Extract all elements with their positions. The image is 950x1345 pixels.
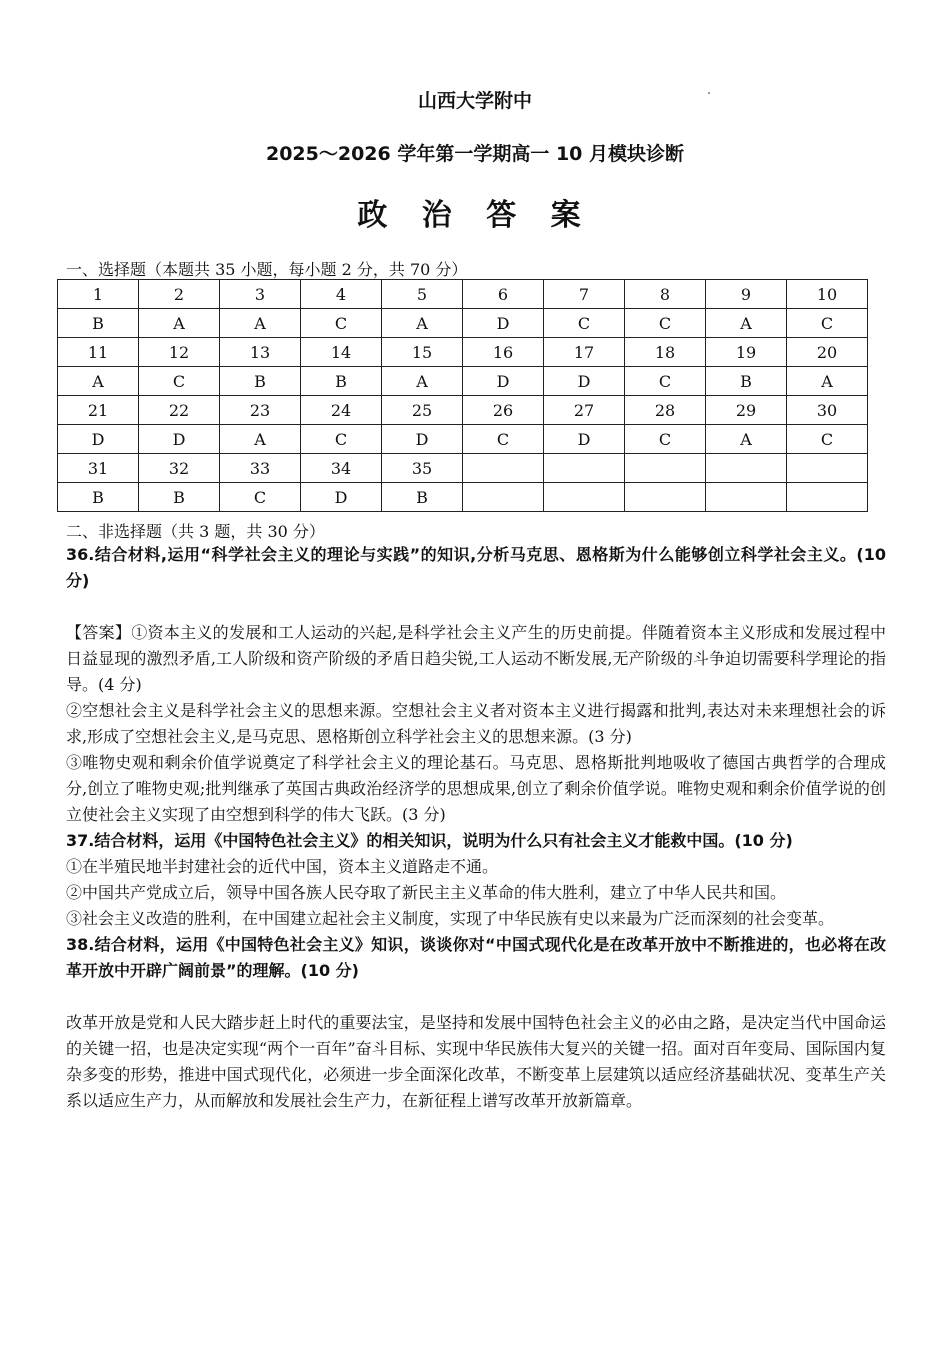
q38-answer: 改革开放是党和人民大踏步赶上时代的重要法宝，是坚持和发展中国特色社会主义的必由之路，是决定当代中国命运的关键一招，也是决定实现“两个一百年”奋斗目标、实现中华民族伟大复兴的关键一招。面对百年变局、国际国内复杂多变的形势，推进中国式现代化，必须进一步全面深化改革，不断变革上层建筑以适应经济基础状况、变革生产关系以适应生产力，从而解放和发展社会生产力，在新征程上谱写改革开放新篇章。 bbox=[66, 1013, 886, 1110]
question-number-cell: 2 bbox=[139, 280, 220, 309]
question-number-cell: 18 bbox=[625, 338, 706, 367]
answer-table bbox=[57, 279, 868, 512]
answer-letter-cell: A bbox=[139, 309, 220, 338]
answer-letter-cell: C bbox=[544, 309, 625, 338]
q36-answer-2: ②空想社会主义是科学社会主义的思想来源。空想社会主义者对资本主义进行揭露和批判,表达对未来理想社会的诉求,形成了空想社会主义,是马克思、恩格斯创立科学社会主义的思想来源。(3 分) bbox=[66, 701, 886, 746]
answer-letter-cell bbox=[463, 483, 544, 512]
answer-letter-cell bbox=[544, 483, 625, 512]
answer-letter-cell bbox=[625, 483, 706, 512]
answer-letter-cell: C bbox=[625, 367, 706, 396]
question-number-cell: 7 bbox=[544, 280, 625, 309]
answer-letter-cell bbox=[706, 483, 787, 512]
question-number-cell: 35 bbox=[382, 454, 463, 483]
answer-letter-cell: B bbox=[139, 483, 220, 512]
question-number-cell bbox=[625, 454, 706, 483]
question-number-cell: 14 bbox=[301, 338, 382, 367]
question-number-cell: 34 bbox=[301, 454, 382, 483]
question-number-cell: 6 bbox=[463, 280, 544, 309]
answer-letter-cell: A bbox=[382, 367, 463, 396]
question-number-cell: 9 bbox=[706, 280, 787, 309]
answer-letter-cell: D bbox=[301, 483, 382, 512]
answer-letter-row bbox=[58, 309, 868, 338]
subject-title: 政 治 答 案 bbox=[357, 198, 593, 233]
q37-answer-1: ①在半殖民地半封建社会的近代中国，资本主义道路走不通。 bbox=[66, 857, 499, 876]
question-number-cell: 4 bbox=[301, 280, 382, 309]
exam-title: 2025～2026 学年第一学期高一 10 月模块诊断 bbox=[265, 143, 685, 165]
question-number-cell: 11 bbox=[58, 338, 139, 367]
answer-letter-cell: D bbox=[139, 425, 220, 454]
question-number-cell: 29 bbox=[706, 396, 787, 425]
answer-letter-cell bbox=[787, 483, 868, 512]
answer-letter-cell: C bbox=[301, 425, 382, 454]
question-number-row bbox=[58, 396, 868, 425]
question-number-cell: 23 bbox=[220, 396, 301, 425]
section2-title: 二、非选择题（共 3 题，共 30 分） bbox=[66, 522, 325, 541]
question-number-cell: 5 bbox=[382, 280, 463, 309]
answer-letter-cell: D bbox=[463, 309, 544, 338]
question-number-cell: 12 bbox=[139, 338, 220, 367]
answer-letter-cell: C bbox=[787, 425, 868, 454]
answer-letter-cell: B bbox=[220, 367, 301, 396]
question-number-cell: 8 bbox=[625, 280, 706, 309]
answer-letter-cell: C bbox=[625, 425, 706, 454]
question-number-cell: 28 bbox=[625, 396, 706, 425]
question-number-row bbox=[58, 280, 868, 309]
answer-letter-cell: B bbox=[58, 309, 139, 338]
question-number-cell: 19 bbox=[706, 338, 787, 367]
q36-answer-1: 【答案】①资本主义的发展和工人运动的兴起,是科学社会主义产生的历史前提。伴随着资本主义形成和发展过程中日益显现的激烈矛盾,工人阶级和资产阶级的矛盾日趋尖锐,工人运动不断发展,无产阶级的斗争迫切需要科学理论的指导。(4 分) bbox=[66, 623, 886, 694]
question-number-cell: 32 bbox=[139, 454, 220, 483]
answer-letter-cell: D bbox=[58, 425, 139, 454]
answer-letter-cell: C bbox=[139, 367, 220, 396]
question-number-cell: 10 bbox=[787, 280, 868, 309]
answer-letter-cell: B bbox=[706, 367, 787, 396]
question-number-cell: 25 bbox=[382, 396, 463, 425]
answer-letter-cell: A bbox=[382, 309, 463, 338]
q38-question: 38.结合材料，运用《中国特色社会主义》知识，谈谈你对“中国式现代化是在改革开放中不断推进的，也必将在改革开放中开辟广阔前景”的理解。(10 分) bbox=[66, 935, 886, 980]
question-number-row bbox=[58, 338, 868, 367]
question-number-cell: 33 bbox=[220, 454, 301, 483]
answer-letter-cell: B bbox=[58, 483, 139, 512]
school-name: 山西大学附中 bbox=[417, 90, 532, 112]
answer-letter-cell: A bbox=[220, 425, 301, 454]
question-number-cell: 26 bbox=[463, 396, 544, 425]
question-number-cell bbox=[706, 454, 787, 483]
question-number-cell: 24 bbox=[301, 396, 382, 425]
answer-letter-cell: C bbox=[220, 483, 301, 512]
q37-answer-3: ③社会主义改造的胜利，在中国建立起社会主义制度，实现了中华民族有史以来最为广泛而深刻的社会变革。 bbox=[66, 909, 835, 928]
question-number-row bbox=[58, 454, 868, 483]
answer-letter-cell: B bbox=[382, 483, 463, 512]
q36-block bbox=[66, 542, 886, 1114]
answer-letter-row bbox=[58, 425, 868, 454]
question-number-cell: 22 bbox=[139, 396, 220, 425]
question-number-cell bbox=[544, 454, 625, 483]
answer-letter-cell: B bbox=[301, 367, 382, 396]
question-number-cell: 21 bbox=[58, 396, 139, 425]
question-number-cell: 20 bbox=[787, 338, 868, 367]
answer-letter-cell: C bbox=[625, 309, 706, 338]
q36-question: 36.结合材料,运用“科学社会主义的理论与实践”的知识,分析马克思、恩格斯为什么能够创立科学社会主义。(10 分) bbox=[66, 545, 886, 590]
question-number-cell: 30 bbox=[787, 396, 868, 425]
answer-letter-cell: D bbox=[544, 367, 625, 396]
q37-answer-2: ②中国共产党成立后，领导中国各族人民夺取了新民主主义革命的伟大胜利，建立了中华人民共和国。 bbox=[66, 883, 787, 902]
answer-letter-cell: D bbox=[544, 425, 625, 454]
question-number-cell: 3 bbox=[220, 280, 301, 309]
answer-letter-cell: C bbox=[301, 309, 382, 338]
answer-letter-cell: C bbox=[463, 425, 544, 454]
section1-title: 一、选择题（本题共 35 小题，每小题 2 分，共 70 分） bbox=[66, 260, 468, 279]
answer-letter-row bbox=[58, 483, 868, 512]
answer-letter-cell: A bbox=[706, 309, 787, 338]
answer-letter-cell: A bbox=[787, 367, 868, 396]
q36-answer-3: ③唯物史观和剩余价值学说奠定了科学社会主义的理论基石。马克思、恩格斯批判地吸收了德国古典哲学的合理成分,创立了唯物史观;批判继承了英国古典政治经济学的思想成果,创立了剩余价值学说。唯物史观和剩余价值学说的创立使社会主义实现了由空想到科学的伟大飞跃。(3 分) bbox=[66, 753, 886, 824]
question-number-cell bbox=[787, 454, 868, 483]
question-number-cell: 27 bbox=[544, 396, 625, 425]
question-number-cell: 17 bbox=[544, 338, 625, 367]
answer-letter-cell: D bbox=[463, 367, 544, 396]
question-number-cell: 16 bbox=[463, 338, 544, 367]
answer-letter-cell: A bbox=[706, 425, 787, 454]
q37-question: 37.结合材料，运用《中国特色社会主义》的相关知识，说明为什么只有社会主义才能救中国。(10 分) bbox=[66, 831, 793, 850]
answer-letter-cell: A bbox=[220, 309, 301, 338]
answer-letter-row bbox=[58, 367, 868, 396]
question-number-cell: 13 bbox=[220, 338, 301, 367]
question-number-cell bbox=[463, 454, 544, 483]
question-number-cell: 1 bbox=[58, 280, 139, 309]
answer-letter-cell: C bbox=[787, 309, 868, 338]
question-number-cell: 15 bbox=[382, 338, 463, 367]
answer-letter-cell: D bbox=[382, 425, 463, 454]
answer-letter-cell: A bbox=[58, 367, 139, 396]
question-number-cell: 31 bbox=[58, 454, 139, 483]
